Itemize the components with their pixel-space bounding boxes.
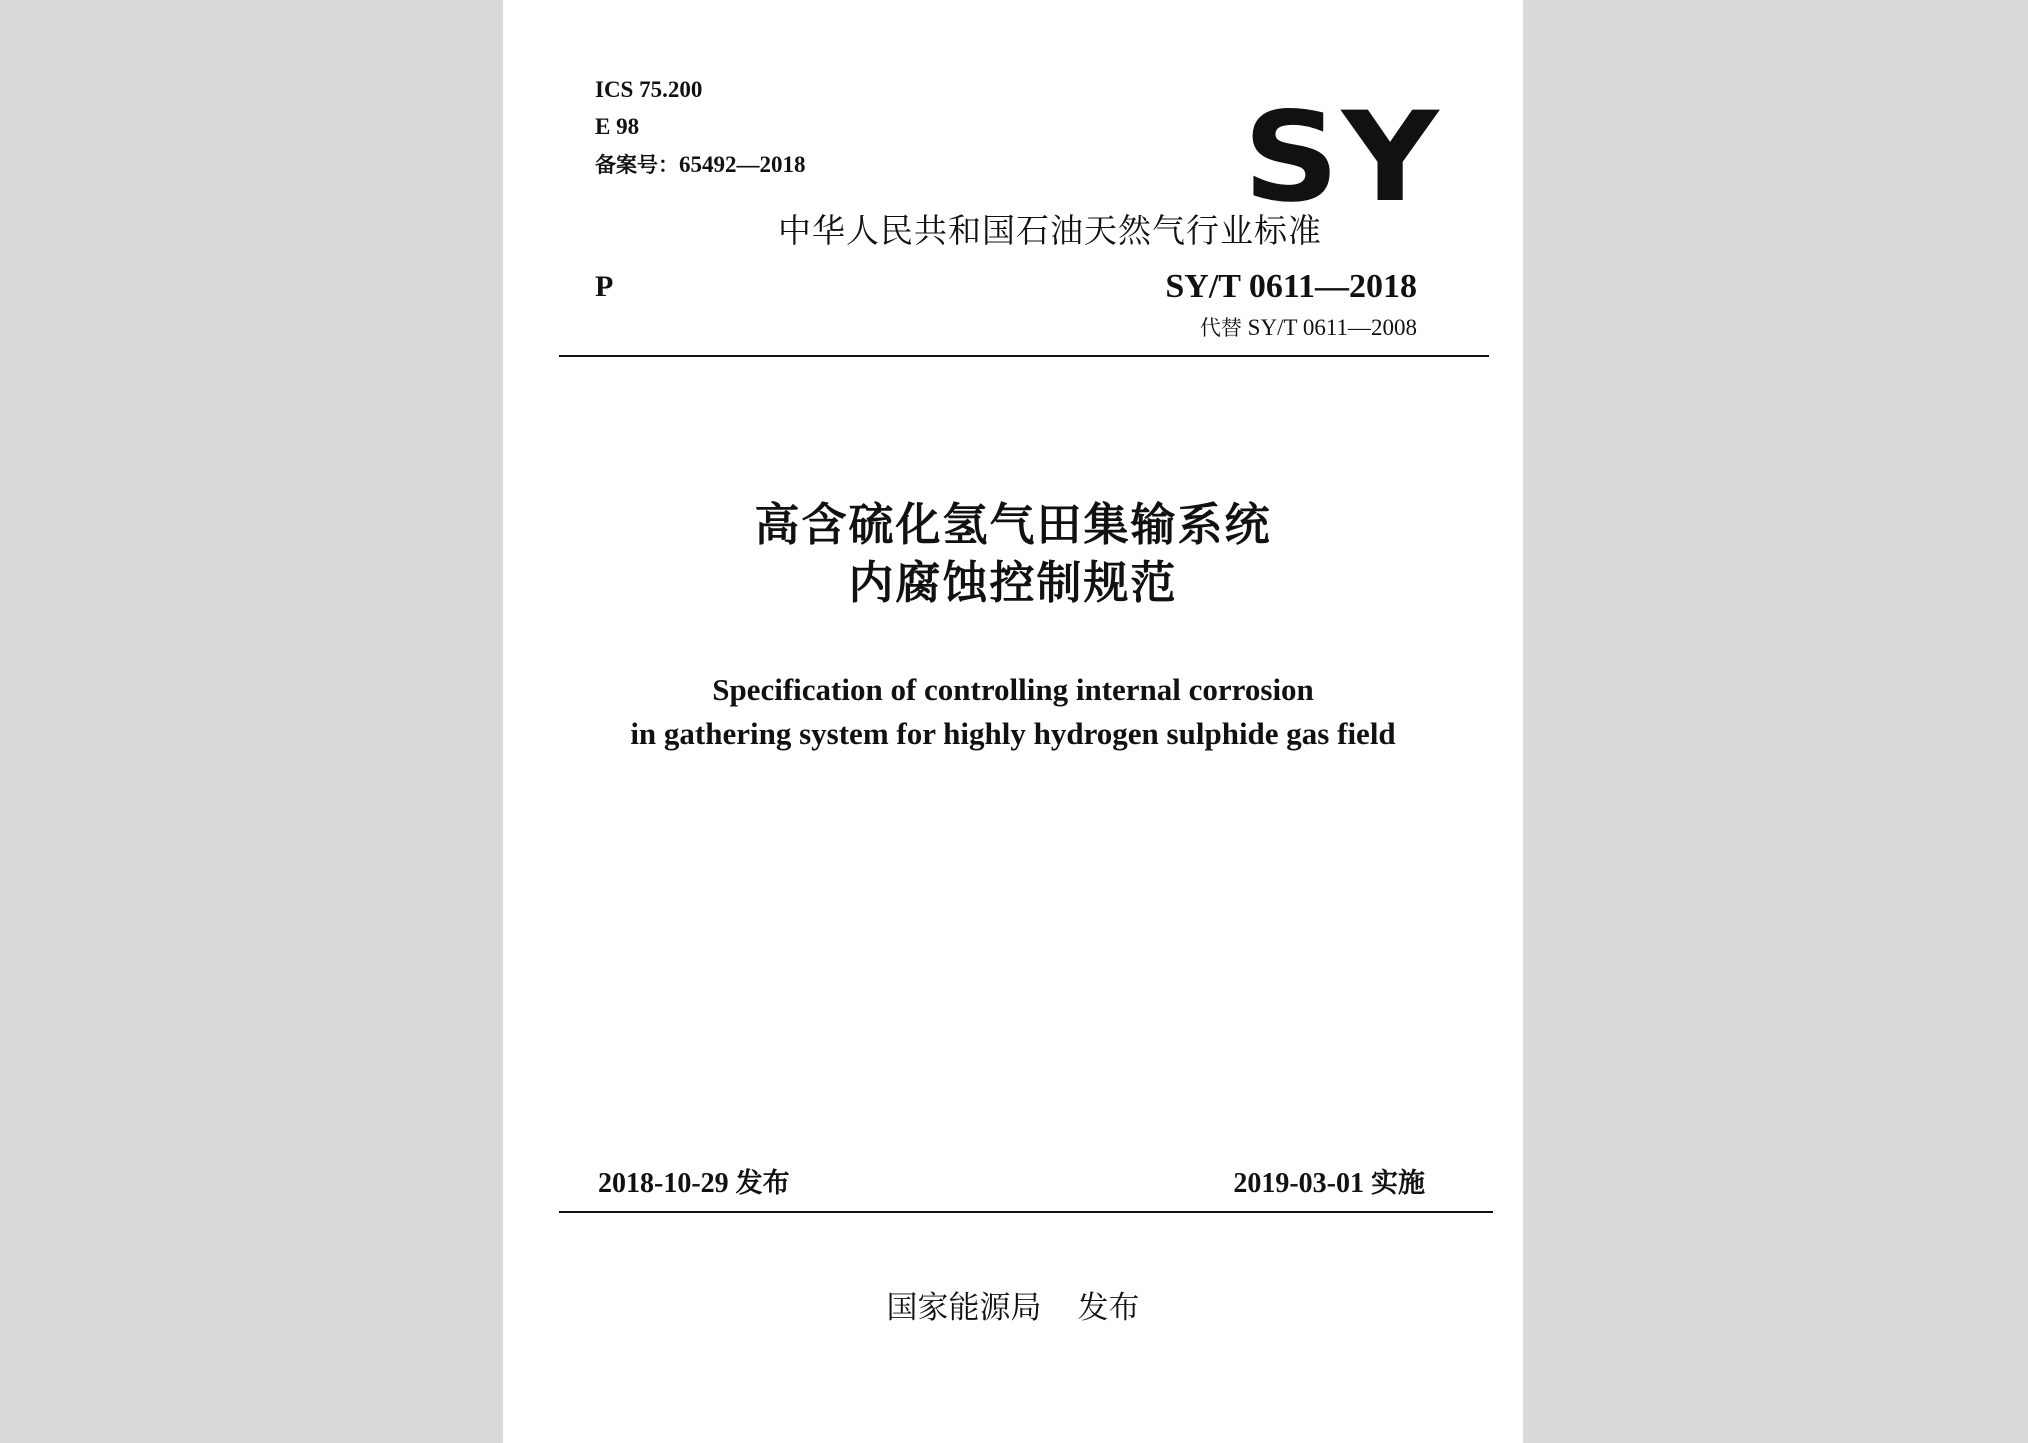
- filing-label: 备案号：: [595, 153, 679, 177]
- implementation-label: 实施: [1371, 1168, 1425, 1199]
- replaces-number: SY/T 0611—2008: [1247, 315, 1417, 340]
- issue-date-value: 2018-10-29: [598, 1168, 729, 1199]
- implementation-date: [1233, 1170, 1425, 1198]
- sy-logo: SY: [1243, 86, 1441, 230]
- footer-divider: [559, 1211, 1493, 1213]
- title-cn-line2: 内腐蚀控制规范: [848, 556, 1178, 609]
- standard-number: SY/T 0611—2018: [1165, 268, 1417, 305]
- publisher-name: 国家能源局: [886, 1290, 1042, 1326]
- replaces-standard: [1200, 316, 1417, 339]
- publish-label: 发布: [1077, 1290, 1140, 1326]
- ics-code: ICS 75.200: [595, 77, 703, 102]
- publisher: [503, 1290, 1523, 1326]
- title-cn-line1: 高含硫化氢气田集输系统: [754, 498, 1272, 551]
- filing-value: 65492—2018: [679, 152, 806, 177]
- document-page: [503, 0, 1523, 1443]
- replaces-label: 代替: [1199, 316, 1242, 340]
- category-code: P: [595, 270, 614, 303]
- title-en-line2: in gathering system for highly hydrogen sulphide gas field: [630, 716, 1396, 751]
- implementation-date-value: 2019-03-01: [1233, 1168, 1364, 1199]
- title-en-line1: Specification of controlling internal corrosion: [712, 672, 1314, 707]
- filing-number: [595, 153, 806, 176]
- issue-date: [598, 1170, 790, 1198]
- industry-standard-title: 中华人民共和国石油天然气行业标准: [778, 211, 1322, 250]
- ccs-code: E 98: [595, 114, 640, 139]
- header-divider: [559, 355, 1489, 357]
- issue-label: 发布: [735, 1168, 790, 1199]
